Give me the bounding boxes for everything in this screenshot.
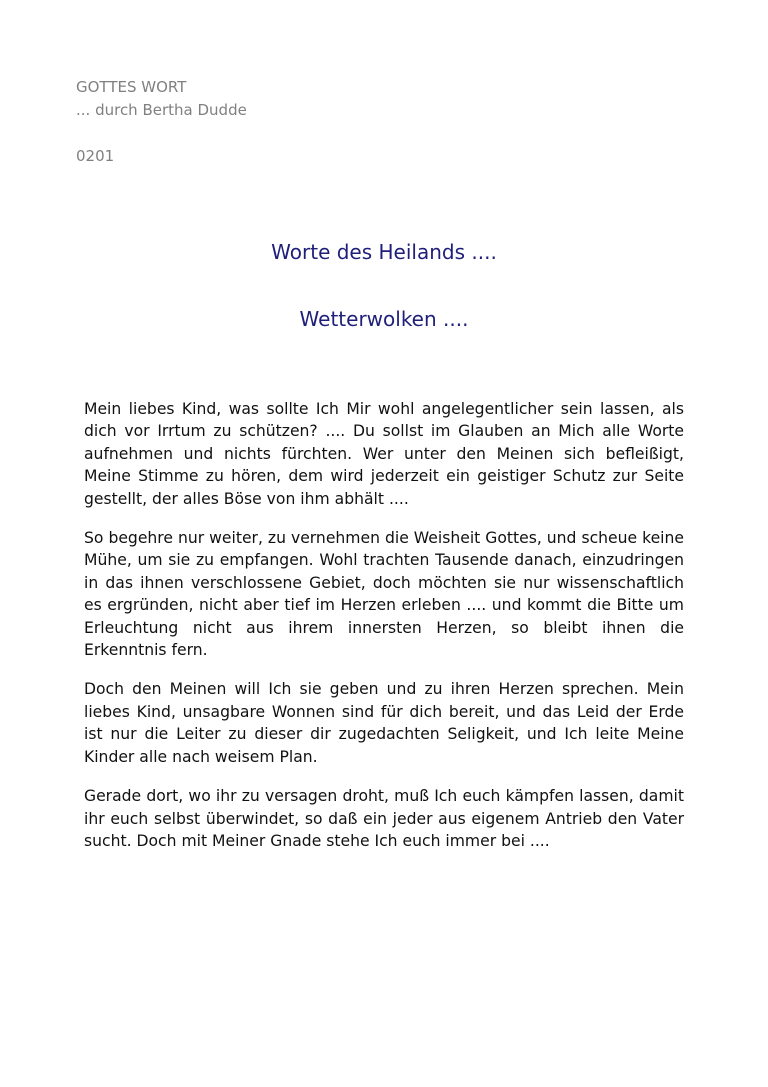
- paragraph: Mein liebes Kind, was sollte Ich Mir wohl angelegentlicher sein lassen, als dich vor Irrtum zu schützen? .... Du sollst im Glauben an Mich alle Worte aufnehmen und nichts fürchten. Wer unter den Meinen sich befleißigt, Meine Stimme zu hören, dem wird jederzeit ein geistiger Schutz zur Seite gestellt, der alles Böse von ihm abhält ....: [84, 400, 684, 508]
- message-body: [84, 398, 684, 869]
- paragraph: Gerade dort, wo ihr zu versagen droht, muß Ich euch kämpfen lassen, damit ihr euch selbst überwindet, so daß ein jeder aus eigenem Antrieb den Vater sucht. Doch mit Meiner Gnade stehe Ich euch immer bei ....: [84, 787, 684, 850]
- main-title: Worte des Heilands ....: [271, 240, 497, 264]
- series-title: GOTTES WORT: [76, 78, 187, 96]
- subtitle: Wetterwolken ....: [299, 307, 469, 331]
- document-header: [76, 76, 247, 168]
- paragraph: So begehre nur weiter, zu vernehmen die Weisheit Gottes, und scheue keine Mühe, um sie zu empfangen. Wohl trachten Tausende danach, einzudringen in das ihnen verschlossene Gebiet, doch möchten sie nur wissenschaftlich es ergründen, nicht aber tief im Herzen erleben .... und kommt die Bitte um Erleuchtung nicht aus ihrem innersten Herzen, so bleibt ihnen die Erkenntnis fern.: [84, 529, 684, 660]
- paragraph: Doch den Meinen will Ich sie geben und zu ihren Herzen sprechen. Mein liebes Kind, unsagbare Wonnen sind für dich bereit, und das Leid der Erde ist nur die Leiter zu dieser dir zugedachten Seligkeit, und Ich leite Meine Kinder alle nach weisem Plan.: [84, 680, 684, 766]
- message-number: 0201: [76, 147, 115, 165]
- author-line: ... durch Bertha Dudde: [76, 101, 247, 119]
